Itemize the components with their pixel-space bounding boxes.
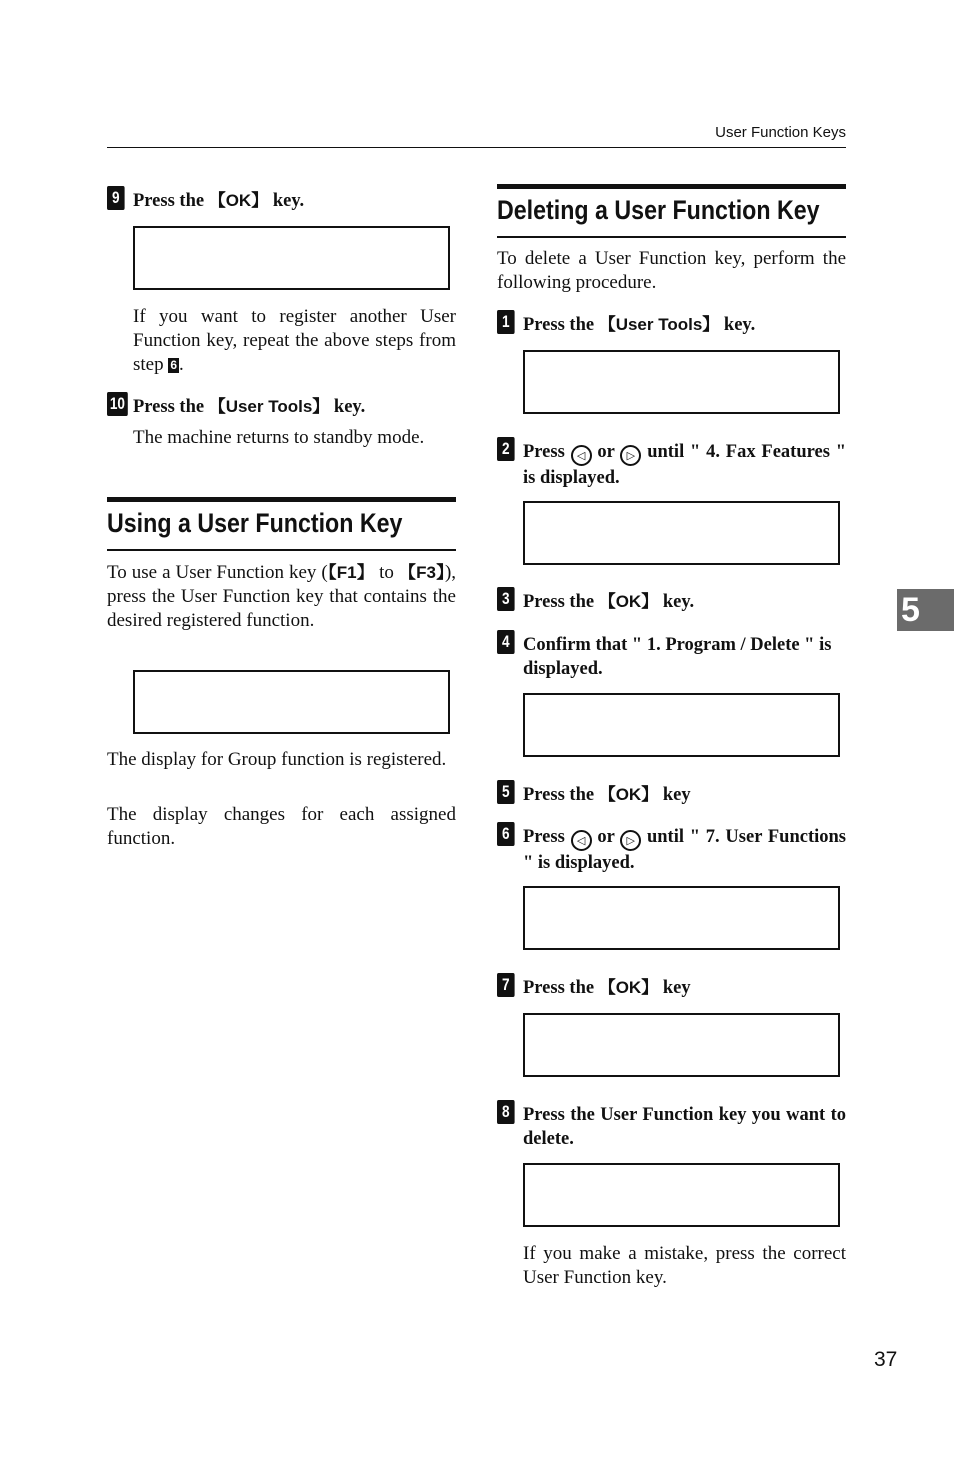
step-4: 4 Confirm that " 1. Program / Delete " is displayed. xyxy=(497,633,846,681)
paragraph-display-changes: The display changes for each assigned function. xyxy=(107,804,456,849)
step-5: 5 Press the 【OK】 key xyxy=(497,783,846,807)
lcd-display-counter xyxy=(523,350,840,414)
ok-key-label: 【OK】 xyxy=(598,785,659,804)
paragraph-use-key: To use a User Function key (【F1】 to 【F3】), press the User Function key that contains the desired registered function. xyxy=(107,562,457,631)
lcd-display-user-functions-group xyxy=(523,1163,840,1227)
step-number: 8 xyxy=(497,1100,515,1124)
note-standby: The machine returns to standby mode. xyxy=(133,427,425,448)
step-number: 5 xyxy=(497,780,515,804)
step-number: 3 xyxy=(497,587,515,611)
running-header: User Function Keys xyxy=(715,124,846,141)
step-number: 1 xyxy=(497,310,515,334)
section-title-deleting: Deleting a User Function Key xyxy=(497,195,820,225)
right-arrow-key-icon: ▷ xyxy=(620,830,641,851)
ok-key-label: 【OK】 xyxy=(208,191,269,210)
arrow-ok-indicator xyxy=(763,1225,835,1227)
step-number: 2 xyxy=(497,437,515,461)
step-3: 3 Press the 【OK】 key. xyxy=(497,590,846,614)
header-rule xyxy=(107,147,846,148)
note-mistake: If you make a mistake, press the correct User Function key. xyxy=(523,1243,846,1288)
user-tools-key-label: 【User Tools】 xyxy=(208,397,330,416)
step-7: 7 Press the 【OK】 key xyxy=(497,976,846,1000)
section-rule xyxy=(497,236,846,238)
step-number: 4 xyxy=(497,630,515,654)
lcd-display-user-functions xyxy=(133,226,450,290)
step-1: 1 Press the 【User Tools】 key. xyxy=(497,313,846,337)
lcd-display-fax-features xyxy=(523,501,840,565)
ok-key-label: 【OK】 xyxy=(598,592,659,611)
left-arrow-key-icon: ◁ xyxy=(571,830,592,851)
step-9: 9 Press the 【OK】 key. xyxy=(107,189,457,213)
step-10: 10 Press the 【User Tools】 key. xyxy=(107,395,457,419)
paragraph-delete-intro: To delete a User Function key, perform the following procedure. xyxy=(497,248,846,293)
user-tools-key-label: 【User Tools】 xyxy=(598,315,720,334)
step-ref-badge: 6 xyxy=(170,358,178,372)
chapter-tab: 5 xyxy=(897,589,954,631)
arrow-ok-indicator xyxy=(373,288,445,290)
left-arrow-key-icon: ◁ xyxy=(571,445,592,466)
lcd-display-press-key xyxy=(523,1013,840,1077)
step-number: 10 xyxy=(107,392,128,416)
section-rule xyxy=(107,497,456,502)
paragraph-group-display: The display for Group function is registered. xyxy=(107,749,447,770)
ok-key-label: 【OK】 xyxy=(598,978,659,997)
step-2: 2 Press ◁ or ▷ until " 4. Fax Features " is displayed. xyxy=(497,440,846,490)
lcd-display-program-delete xyxy=(523,693,840,757)
note-register-another: If you want to register another User Function key, repeat the above steps from step 6 . xyxy=(133,306,456,375)
lcd-display-group-dial xyxy=(133,670,450,734)
section-rule xyxy=(107,549,456,551)
step-8: 8 Press the User Function key you want to delete. xyxy=(497,1103,846,1151)
step-number: 9 xyxy=(107,186,125,210)
lcd-display-user-functions-menu xyxy=(523,886,840,950)
step-number: 6 xyxy=(497,822,515,846)
section-title-using: Using a User Function Key xyxy=(107,508,403,538)
right-arrow-key-icon: ▷ xyxy=(620,445,641,466)
step-6: 6 Press ◁ or ▷ until " 7. User Functions " is displayed. xyxy=(497,825,846,875)
section-rule xyxy=(497,184,846,189)
step-number: 7 xyxy=(497,973,515,997)
page-number: 37 xyxy=(874,1348,898,1371)
